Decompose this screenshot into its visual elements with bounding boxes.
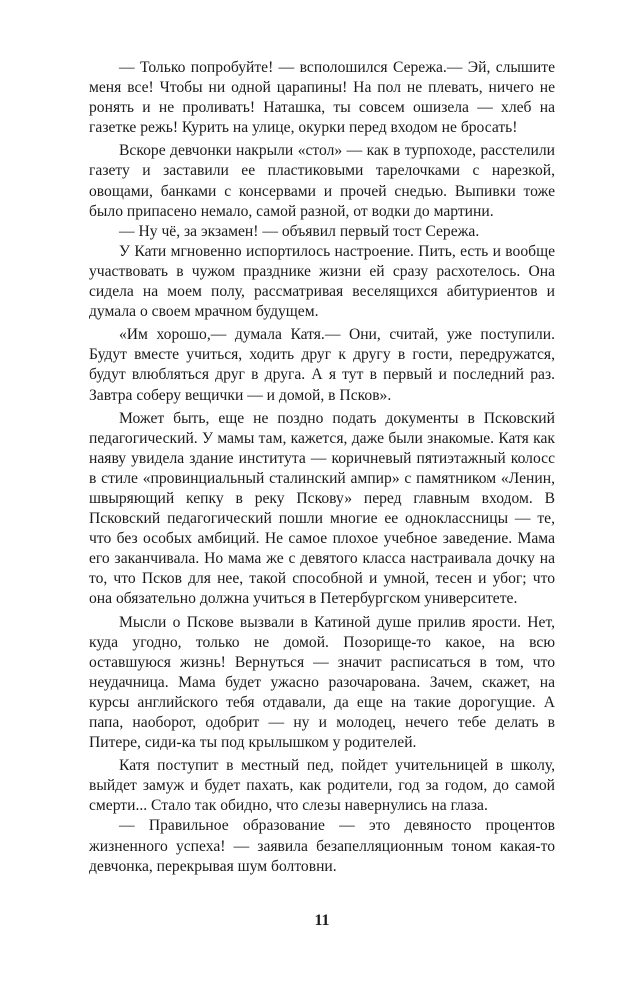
paragraph: Вскоре девчонки накрыли «стол» — как в турпоходе, расстелили газету и заставили ее пластиковыми тарелочками с нарезкой, овощами, банками с консервами и прочей снедью. Выпивки тоже было припасено немало, самой разной, от водки до мартини. xyxy=(89,142,555,220)
paragraph: Может быть, еще не поздно подать документы в Псковский педагогический. У мамы там, кажется, даже были знакомые. Катя как наяву увидела здание института — коричневый пятиэтажный колосс в стиле «провинциальный сталинский ампир» с памятником «Ленин, швыряющий кепку в реку Пскову» перед главным входом. В Псковский педагогический пошли многие ее одноклассницы — те, что без особых амбиций. Не самое плохое учебное заведение. Мама его заканчивала. Но мама же с девятого класса настраивала дочку на то, что Псков для нее, такой способной и умной, тесен и убог; что она обязательно должна учиться в Петербургском университете. xyxy=(89,409,555,608)
paragraph: — Правильное образование — это девяносто процентов жизненного успеха! — заявила безапелляционным тоном какая-то девчонка, перекрывая шум болтовни. xyxy=(89,817,555,875)
paragraph: У Кати мгновенно испортилось настроение. Пить, есть и вообще участвовать в чужом празднике жизни ей сразу расхотелось. Она сидела на моем полу, рассматривая веселящихся абитуриентов и думала о своем мрачном будущем. xyxy=(89,242,555,321)
paragraph: — Ну чё, за экзамен! — объявил первый тост Сережа. xyxy=(119,222,480,240)
paragraph: Катя поступит в местный пед, пойдет учительницей в школу, выйдет замуж и будет пахать, как родители, год за годом, до самой смерти... Стало так обидно, что слезы навернулись на глаза. xyxy=(89,757,555,815)
paragraph: — Только попробуйте! — всполошился Сережа.— Эй, слышите меня все! Чтобы ни одной царапины! На пол не плевать, ничего не ронять и не проливать! Наташка, ты совсем ошизела — хлеб на газетке режь! Курить на улице, окурки перед входом не бросать! xyxy=(89,59,555,137)
paragraph: Мысли о Пскове вызвали в Катиной душе прилив ярости. Нет, куда угодно, только не домой. Позорище-то какое, на всю оставшуюся жизнь! Вернуться — значит расписаться в том, что неудачница. Мама будет ужасно разочарована. Зачем, скажет, на курсы английского тебя отдавали, да еще на такие дорогущие. А папа, наоборот, одобрит — ну и молодец, нечего тебе делать в Питере, сиди-ка ты под крылышком у родителей. xyxy=(89,613,555,752)
page-number: 11 xyxy=(314,912,330,929)
page-text xyxy=(89,58,555,877)
paragraph: «Им хорошо,— думала Катя.— Они, считай, уже поступили. Будут вместе учиться, ходить друг к другу в гости, передружатся, будут влюбляться друг в друга. А я тут в первый и последний раз. Завтра соберу вещички — и домой, в Псков». xyxy=(89,326,555,404)
